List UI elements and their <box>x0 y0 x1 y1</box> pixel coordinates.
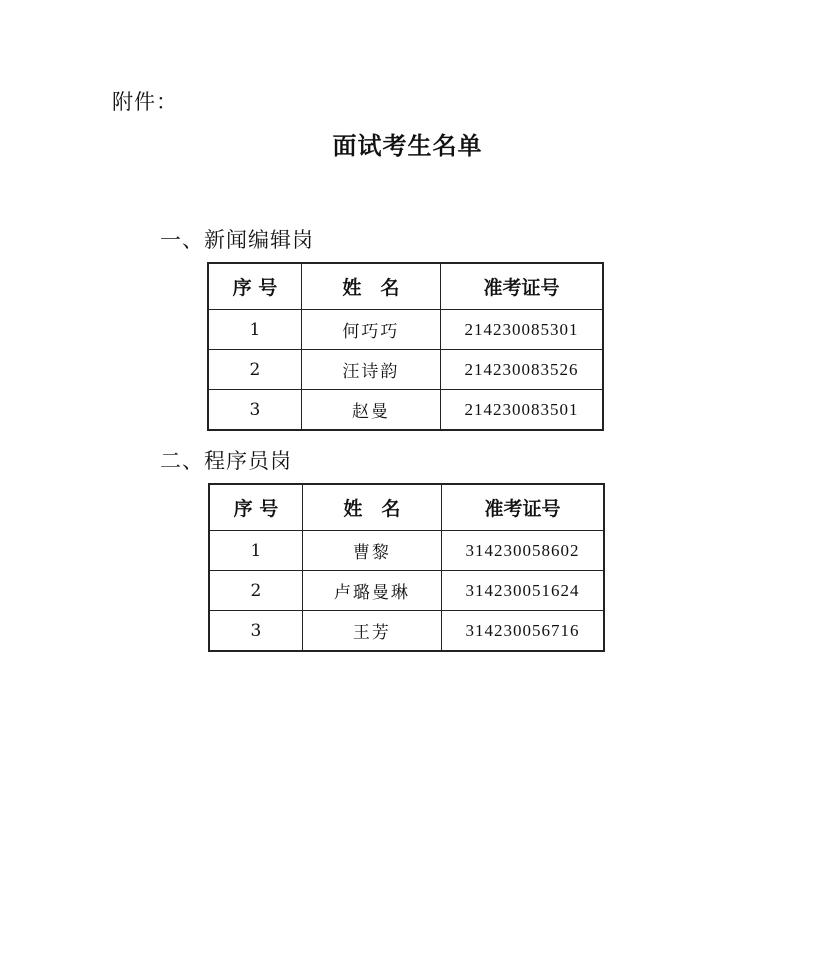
exam-id: 214230085301 <box>440 310 603 350</box>
exam-id: 314230051624 <box>441 571 604 611</box>
column-header-exam-id: 准考证号 <box>441 484 604 531</box>
table-header-row <box>208 263 603 310</box>
candidate-name: 王芳 <box>302 611 441 652</box>
exam-id: 214230083501 <box>440 390 603 431</box>
programmer-table <box>208 483 605 652</box>
table-row <box>208 310 603 350</box>
news-editor-table <box>207 262 604 431</box>
column-header-exam-id: 准考证号 <box>440 263 603 310</box>
exam-id: 214230083526 <box>440 350 603 390</box>
column-header-number: 序 号 <box>208 263 301 310</box>
column-header-name: 姓 名 <box>301 263 440 310</box>
table-row <box>209 571 604 611</box>
table-row <box>208 350 603 390</box>
table-row <box>209 611 604 652</box>
table-header-row <box>209 484 604 531</box>
annex-label: 附件： <box>112 90 178 114</box>
column-header-name: 姓 名 <box>302 484 441 531</box>
table-row <box>208 390 603 431</box>
page-title: 面试考生名单 <box>332 131 483 160</box>
candidate-name: 赵曼 <box>301 390 440 431</box>
candidate-name: 汪诗韵 <box>301 350 440 390</box>
section-heading-programmer: 二、程序员岗 <box>160 449 292 473</box>
exam-id: 314230058602 <box>441 531 604 571</box>
section-heading-news-editor: 一、新闻编辑岗 <box>160 228 314 252</box>
row-number: 1 <box>208 310 301 350</box>
row-number: 2 <box>209 571 302 611</box>
table-row <box>209 531 604 571</box>
candidate-name: 何巧巧 <box>301 310 440 350</box>
row-number: 2 <box>208 350 301 390</box>
row-number: 3 <box>209 611 302 652</box>
row-number: 1 <box>209 531 302 571</box>
row-number: 3 <box>208 390 301 431</box>
column-header-number: 序 号 <box>209 484 302 531</box>
exam-id: 314230056716 <box>441 611 604 652</box>
candidate-name: 卢璐曼琳 <box>302 571 441 611</box>
candidate-name: 曹黎 <box>302 531 441 571</box>
